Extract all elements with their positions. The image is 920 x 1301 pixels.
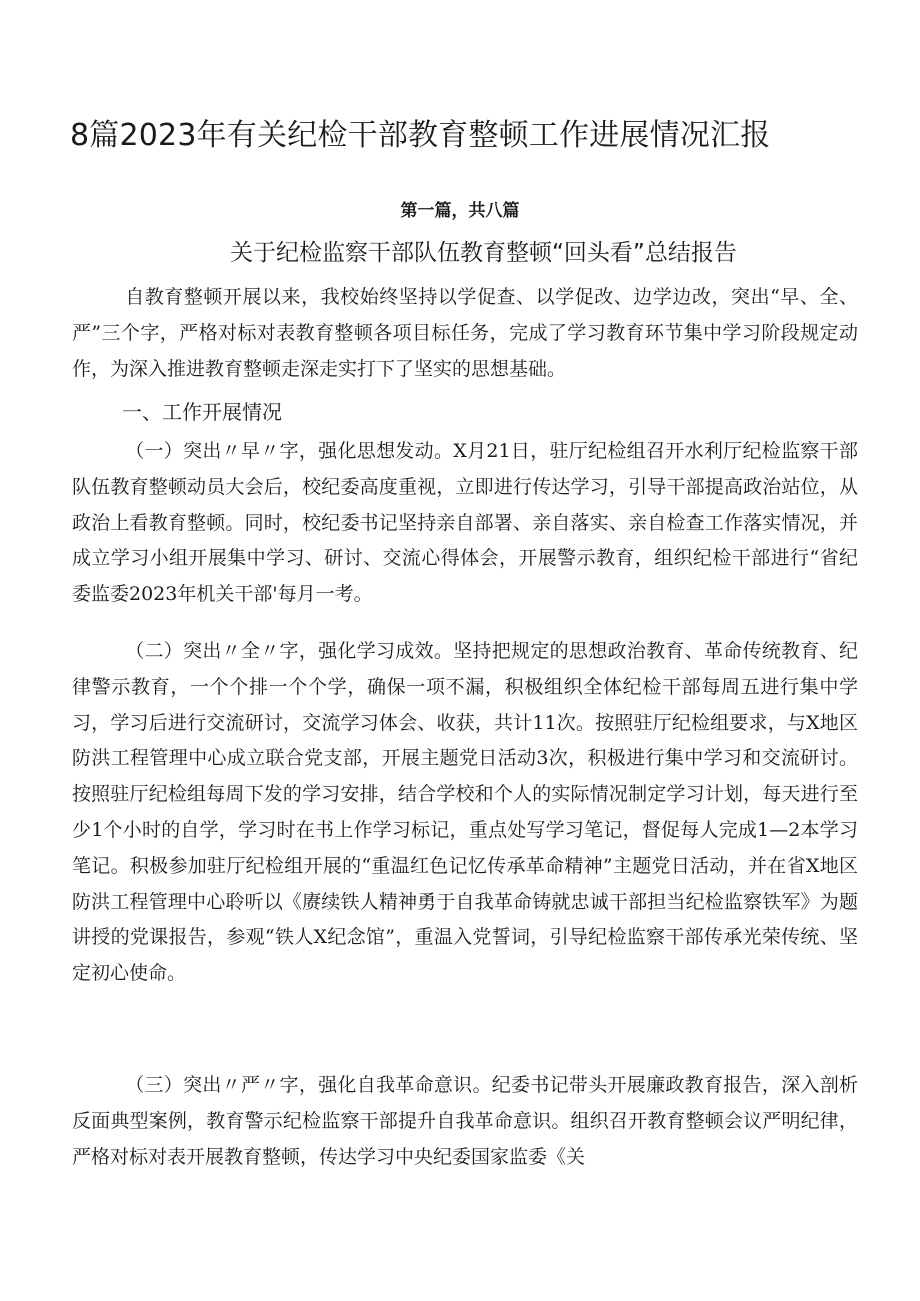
part-label: 第一篇，共八篇	[400, 201, 520, 221]
intro-paragraph: 自教育整顿开展以来，我校始终坚持以学促查、以学促改、边学边改，突出“早、全、严”三个字，严格对标对表教育整顿各项目标任务，完成了学习教育环节集中学习阶段规定动作，为深入推进教育整顿走深走实打下了坚实的思想基础。	[72, 286, 858, 380]
document-title: 8篇2023年有关纪检干部教育整顿工作进展情况汇报	[70, 118, 771, 153]
sub-heading-work-progress: 一、工作开展情况	[122, 400, 282, 424]
paragraph-early: （一）突出〃早〃字，强化思想发动。X月21日，驻厅纪检组召开水利厅纪检监察干部队伍教育整顿动员大会后，校纪委高度重视，立即进行传达学习，引导干部提高政治站位，从政治上看教育整顿。同时，校纪委书记坚持亲自部署、亲自落实、亲自检查工作落实情况，并成立学习小组开展集中学习、研讨、交流心得体会，开展警示教育，组织纪检干部进行“省纪委监委2023年机关干部'每月一考。	[72, 440, 858, 606]
paragraph-strict: （三）突出〃严〃字，强化自我革命意识。纪委书记带头开展廉政教育报告，深入剖析反面典型案例，教育警示纪检监察干部提升自我革命意识。组织召开教育整顿会议严明纪律，严格对标对表开展教育整顿，传达学习中央纪委国家监委《关	[72, 1074, 858, 1168]
section-heading: 关于纪检监察干部队伍教育整顿“回头看”总结报告	[230, 240, 737, 266]
paragraph-comprehensive: （二）突出〃全〃字，强化学习成效。坚持把规定的思想政治教育、革命传统教育、纪律警示教育，一个个排一个个学，确保一项不漏，积极组织全体纪检干部每周五进行集中学习，学习后进行交流研讨，交流学习体会、收获，共计11次。按照驻厅纪检组要求，与X地区防洪工程管理中心成立联合党支部，开展主题党日活动3次，积极进行集中学习和交流研讨。按照驻厅纪检组每周下发的学习安排，结合学校和个人的实际情况制定学习计划，每天进行至少1个小时的自学，学习时在书上作学习标记，重点处写学习笔记，督促每人完成1—2本学习笔记。积极参加驻厅纪检组开展的“重温红色记忆传承革命精神”主题党日活动，并在省X地区防洪工程管理中心聆听以《赓续铁人精神勇于自我革命铸就忠诚干部担当纪检监察铁军》为题讲授的党课报告，参观“铁人X纪念馆”，重温入党誓词，引导纪检监察干部传承光荣传统、坚定初心使命。	[72, 640, 858, 985]
